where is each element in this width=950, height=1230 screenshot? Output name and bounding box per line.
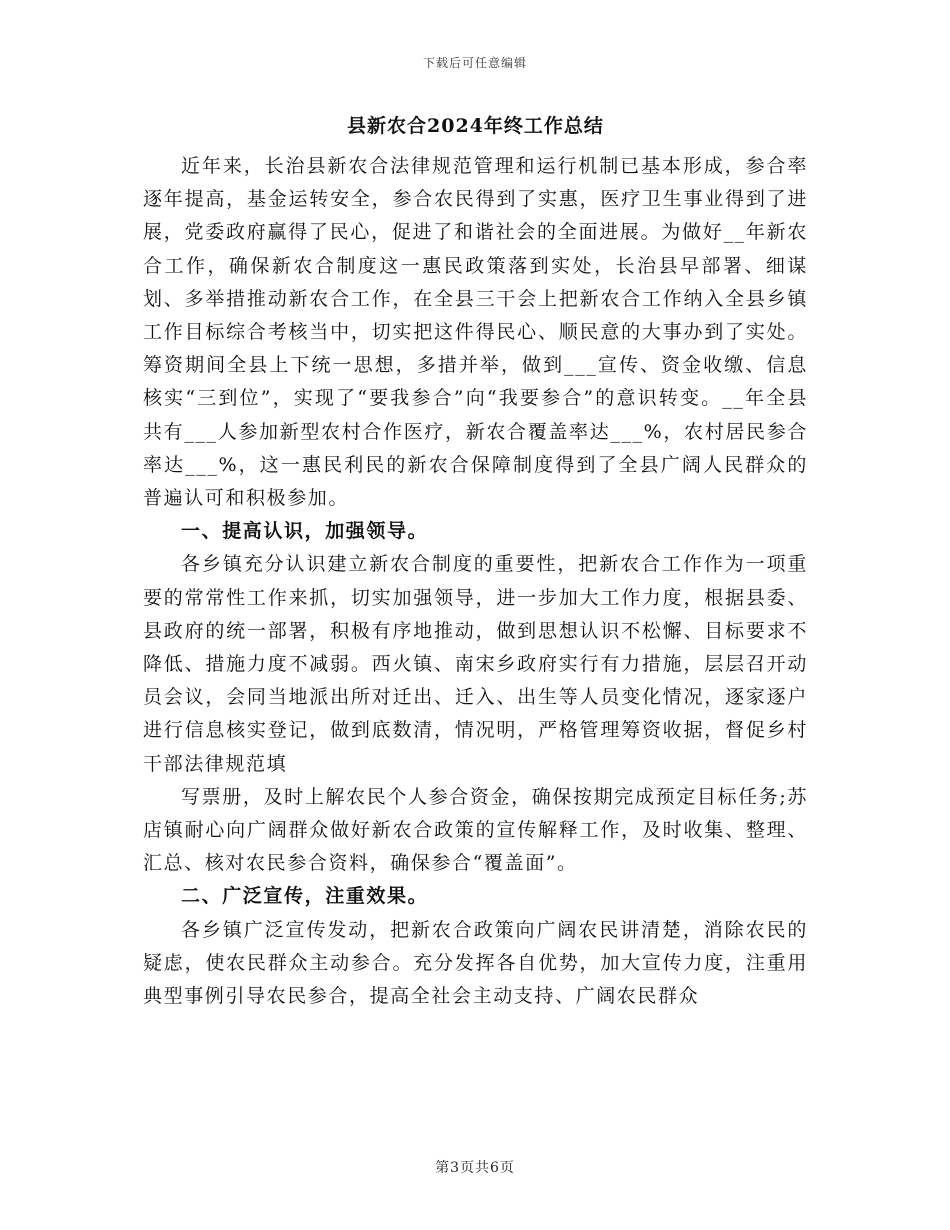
page-number: 第3页共6页 bbox=[435, 1160, 515, 1176]
section-heading-1: 一、提高认识，加强领导。 bbox=[181, 520, 429, 543]
paragraph-section-2: 各乡镇广泛宣传发动，把新农合政策向广阔农民讲清楚，消除农民的疑虑，使农民群众主动参合。充分发挥各自优势，加大宣传力度，注重用典型事例引导农民参合，提高全社会主动支持、广阔农民群众 bbox=[143, 918, 808, 1008]
section-heading-2: 二、广泛宣传，注重效果。 bbox=[181, 885, 429, 908]
document-title: 县新农合2024年终工作总结 bbox=[347, 115, 604, 137]
paragraph-section-1: 各乡镇充分认识建立新农合制度的重要性，把新农合工作作为一项重要的常常性工作来抓，切实加强领导，进一步加大工作力度，根据县委、县政府的统一部署，积极有序地推动，做到思想认识不松懈、目标要求不降低、措施力度不减弱。西火镇、南宋乡政府实行有力措施，层层召开动员会议，会同当地派出所对迁出、迁入、出生等人员变化情况，逐家逐户进行信息核实登记，做到底数清，情况明，严格管理筹资收据，督促乡村干部法律规范填 bbox=[143, 553, 808, 775]
paragraph-section-1-continued: 写票册，及时上解农民个人参合资金，确保按期完成预定目标任务;苏店镇耐心向广阔群众做好新农合政策的宣传解释工作，及时收集、整理、汇总、核对农民参合资料，确保参合“覆盖面”。 bbox=[143, 785, 808, 875]
document-body bbox=[143, 112, 808, 1013]
paragraph-intro: 近年来，长治县新农合法律规范管理和运行机制已基本形成，参合率逐年提高，基金运转安全，参合农民得到了实惠，医疗卫生事业得到了进展，党委政府赢得了民心，促进了和谐社会的全面进展。为做好__年新农合工作，确保新农合制度这一惠民政策落到实处，长治县早部署、细谋划、多举措推动新农合工作，在全县三干会上把新农合工作纳入全县乡镇工作目标综合考核当中，切实把这件得民心、顺民意的大事办到了实处。筹资期间全县上下统一思想，多措并举，做到___宣传、资金收缴、信息核实“三到位”，实现了“要我参合”向“我要参合”的意识转变。__年全县共有___人参加新型农村合作医疗，新农合覆盖率达___%，农村居民参合率达___%，这一惠民利民的新农合保障制度得到了全县广阔人民群众的普遍认可和积极参加。 bbox=[143, 155, 808, 510]
header-note: 下载后可任意编辑 bbox=[422, 56, 527, 70]
